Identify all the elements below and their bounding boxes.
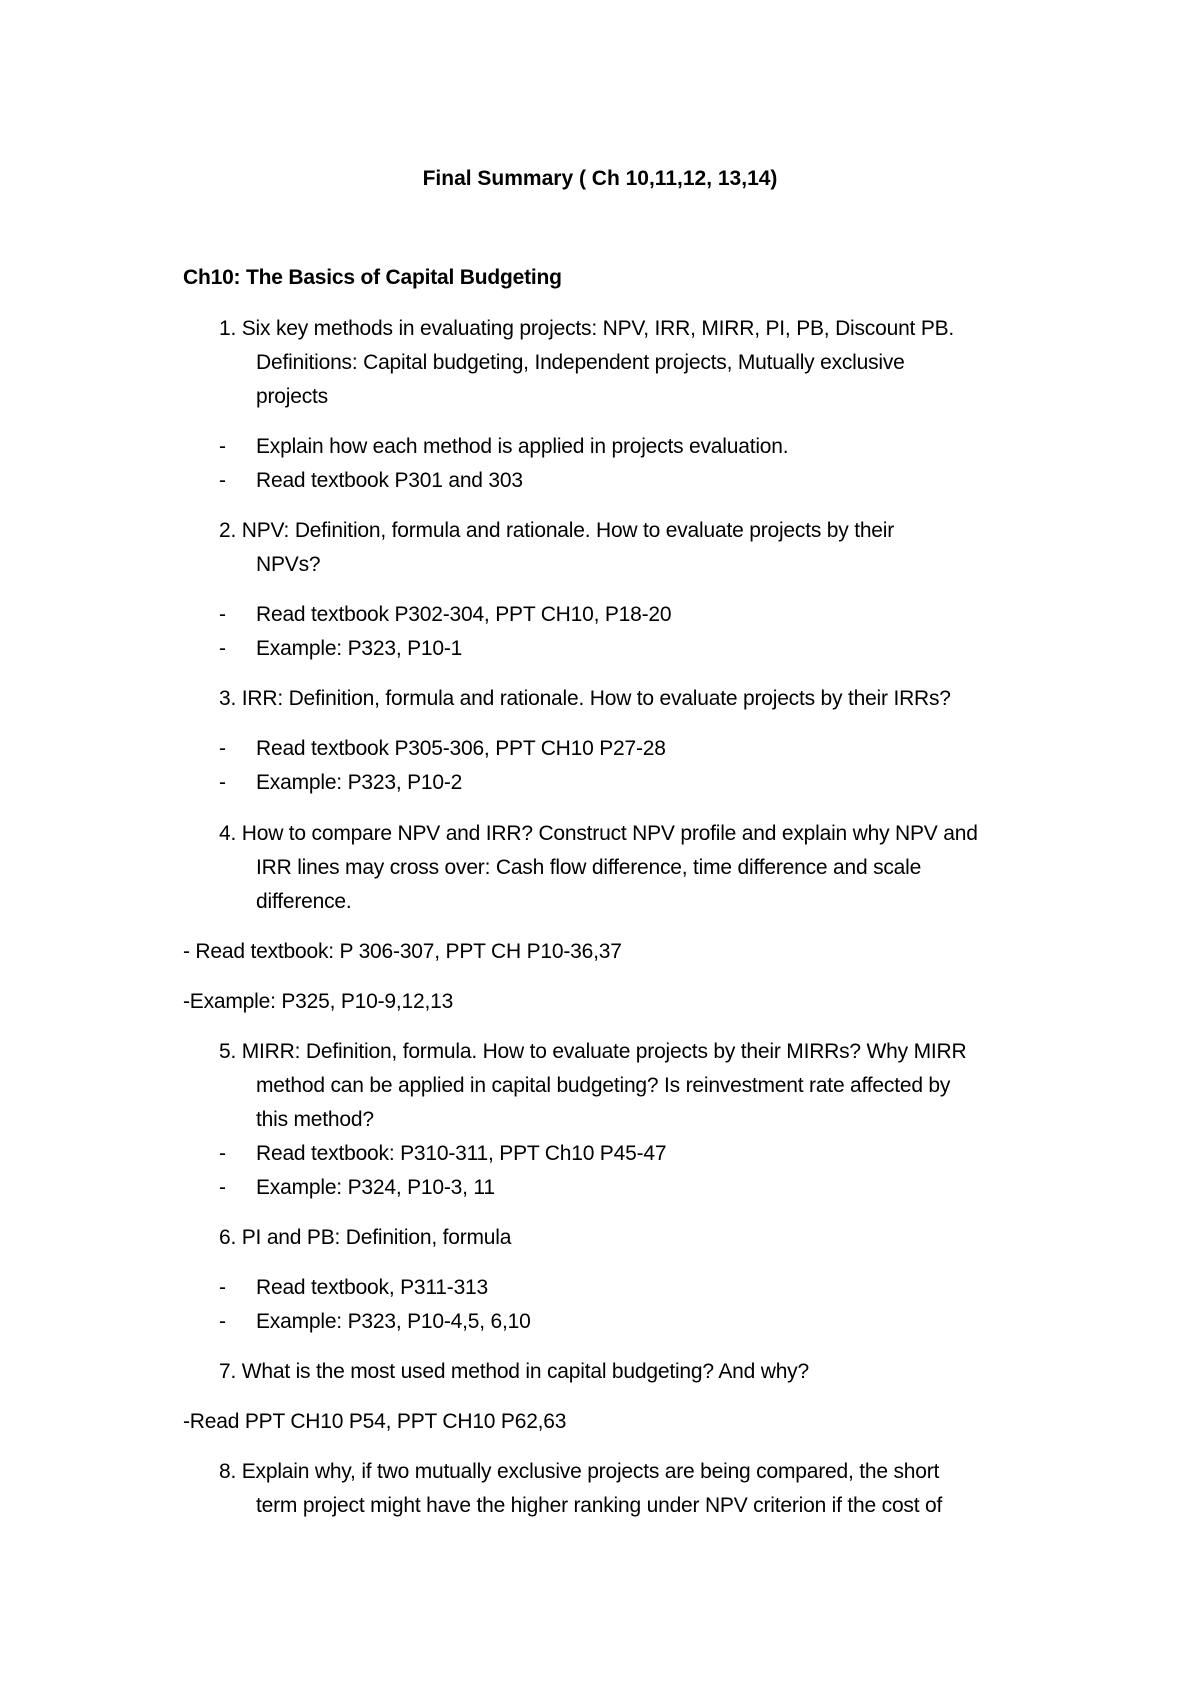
item-4-note-2: -Example: P325, P10-9,12,13 (183, 990, 454, 1013)
item-6-line-1: 6. PI and PB: Definition, formula (219, 1226, 512, 1249)
item-7-note-1: -Read PPT CH10 P54, PPT CH10 P62,63 (183, 1410, 567, 1433)
bullet-dash: - (219, 637, 226, 660)
item-1-line-1: 1. Six key methods in evaluating projects: NPV, IRR, MIRR, PI, PB, Discount PB. (219, 317, 955, 340)
item-4-line-3: difference. (256, 890, 352, 913)
item-5-line-2: method can be applied in capital budgeting? Is reinvestment rate affected by (256, 1074, 951, 1097)
bullet-dash: - (219, 737, 226, 760)
item-4-line-1: 4. How to compare NPV and IRR? Construct NPV profile and explain why NPV and (219, 822, 978, 845)
item-3-bullet-2: Example: P323, P10-2 (256, 771, 463, 794)
item-5-line-1: 5. MIRR: Definition, formula. How to evaluate projects by their MIRRs? Why MIRR (219, 1040, 967, 1063)
item-6-bullet-2: Example: P323, P10-4,5, 6,10 (256, 1310, 531, 1333)
item-4-line-2: IRR lines may cross over: Cash flow difference, time difference and scale (256, 856, 922, 879)
item-1-bullet-2: Read textbook P301 and 303 (256, 469, 523, 492)
bullet-dash: - (219, 435, 226, 458)
item-6-bullet-1: Read textbook, P311-313 (256, 1276, 489, 1299)
item-8-line-1: 8. Explain why, if two mutually exclusive projects are being compared, the short (219, 1460, 940, 1483)
item-2-line-2: NPVs? (256, 553, 321, 576)
item-3-line-1: 3. IRR: Definition, formula and rationale. How to evaluate projects by their IRRs? (219, 687, 951, 710)
item-1-bullet-1: Explain how each method is applied in projects evaluation. (256, 435, 789, 458)
item-2-bullet-1: Read textbook P302-304, PPT CH10, P18-20 (256, 603, 672, 626)
item-5-bullet-1: Read textbook: P310-311, PPT Ch10 P45-47 (256, 1142, 667, 1165)
bullet-dash: - (219, 1142, 226, 1165)
bullet-dash: - (219, 1310, 226, 1333)
chapter-heading: Ch10: The Basics of Capital Budgeting (183, 266, 562, 289)
item-2-line-1: 2. NPV: Definition, formula and rationale. How to evaluate projects by their (219, 519, 895, 542)
item-4-note-1: - Read textbook: P 306-307, PPT CH P10-36,37 (183, 940, 622, 963)
bullet-dash: - (219, 603, 226, 626)
bullet-dash: - (219, 1276, 226, 1299)
bullet-dash: - (219, 771, 226, 794)
item-1-line-3: projects (256, 385, 328, 408)
bullet-dash: - (219, 1176, 226, 1199)
page-title: Final Summary ( Ch 10,11,12, 13,14) (422, 167, 778, 190)
item-3-bullet-1: Read textbook P305-306, PPT CH10 P27-28 (256, 737, 666, 760)
item-7-line-1: 7. What is the most used method in capital budgeting? And why? (219, 1360, 809, 1383)
item-8-line-2: term project might have the higher ranking under NPV criterion if the cost of (256, 1494, 943, 1517)
bullet-dash: - (219, 469, 226, 492)
item-5-bullet-2: Example: P324, P10-3, 11 (256, 1176, 495, 1199)
item-5-line-3: this method? (256, 1108, 374, 1131)
item-2-bullet-2: Example: P323, P10-1 (256, 637, 463, 660)
item-1-line-2: Definitions: Capital budgeting, Independent projects, Mutually exclusive (256, 351, 905, 374)
